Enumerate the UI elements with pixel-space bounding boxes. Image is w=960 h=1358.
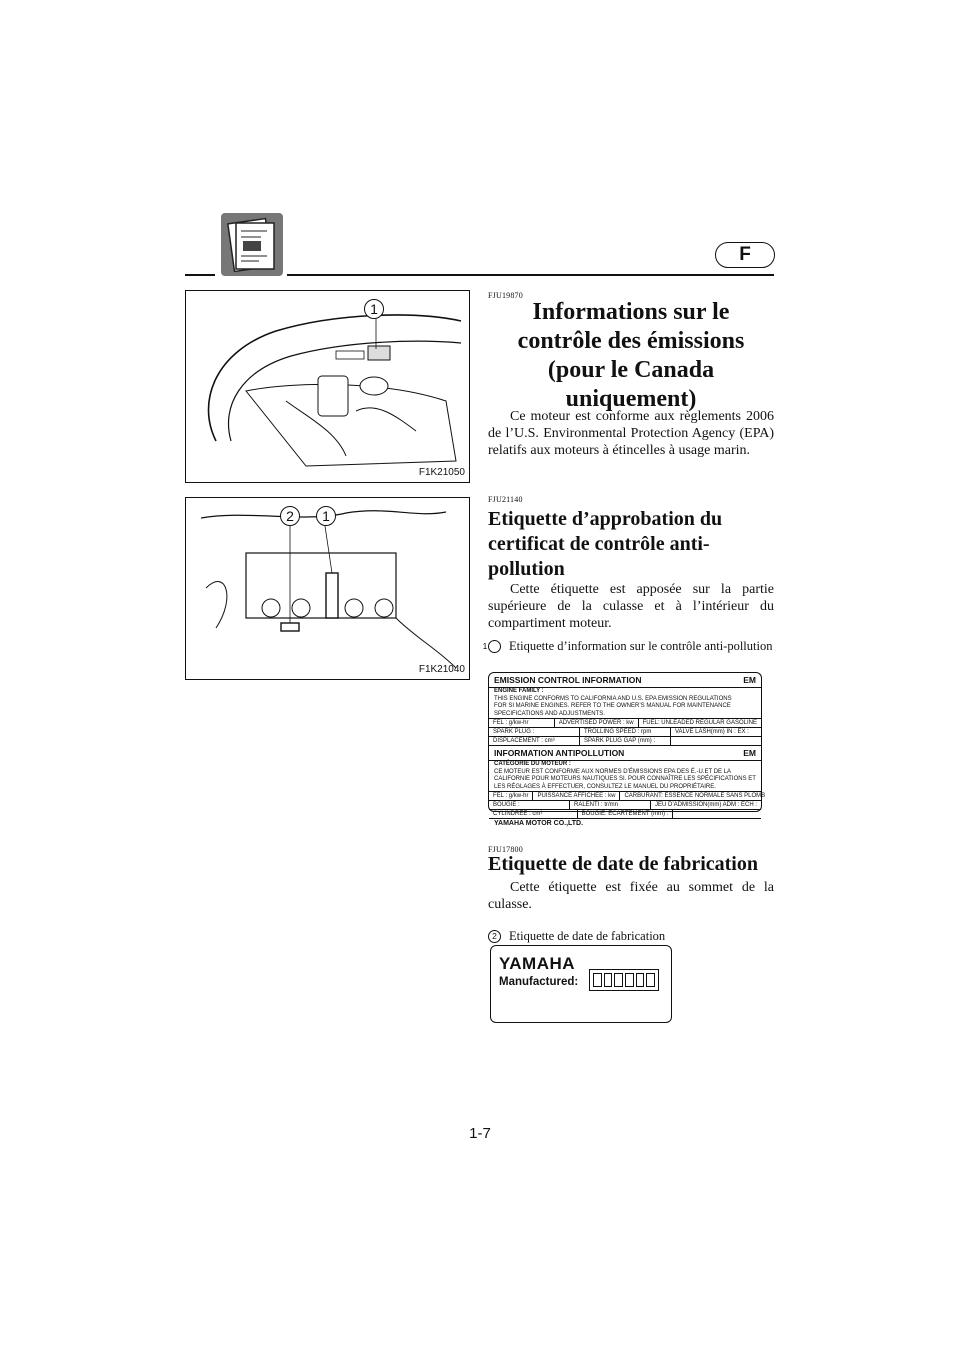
date-label — [490, 945, 672, 1023]
label-cell: CARBURANT: ESSENCE NORMALE SANS PLOMB — [619, 792, 769, 800]
date-code-boxes — [589, 969, 659, 991]
label-line: CE MOTEUR EST CONFORME AUX NORMES D’ÉMISSIONS EPA DES É.-U.ET DE LA — [494, 768, 732, 775]
note-text: Etiquette de date de fabrication — [509, 929, 666, 943]
date-box — [636, 973, 645, 987]
label-line: THIS ENGINE CONFORMS TO CALIFORNIA AND U.S. EPA EMISSION REGULATIONS — [494, 695, 732, 702]
date-box — [625, 973, 634, 987]
label-cell: RALENTI : tr/mn — [569, 801, 650, 809]
label-heading: EMISSION CONTROL INFORMATION — [494, 675, 642, 685]
label-cell — [670, 737, 761, 745]
label-cell: FEL : g/kw-hr — [493, 793, 529, 799]
figure-callout: 1 — [316, 506, 336, 526]
label-cell: SPARK PLUG GAP (mm) : — [579, 737, 670, 745]
emission-label — [488, 672, 766, 827]
date-box — [614, 973, 623, 987]
label-cell: FUEL: UNLEADED REGULAR GASOLINE — [638, 719, 761, 727]
figure-callout: 2 — [280, 506, 300, 526]
label-line: CALIFORNIE POUR MOTEURS NAUTIQUES SI. POUR CONNAÎTRE LES SPÉCIFICATIONS ET — [494, 776, 756, 782]
section-code: FJU17800 — [488, 845, 523, 854]
date-box — [604, 973, 613, 987]
label-line: FOR SI MARINE ENGINES. REFER TO THE OWNER’S MANUAL FOR MAINTENANCE — [494, 703, 731, 709]
label-cell: TROLLING SPEED : rpm — [579, 728, 670, 736]
language-badge: F — [715, 242, 775, 268]
section-body: Cette étiquette est apposée sur la partie supérieure de la culasse et à l’intérieur du compartiment moteur. — [488, 582, 774, 631]
figure-callout: 1 — [364, 299, 384, 319]
section-code: FJU21140 — [488, 495, 523, 504]
label-line: LES RÉGLAGES À EFFECTUER, CONSULTEZ LE MANUEL DU PROPRIÉTAIRE. — [494, 783, 716, 790]
section-title: Etiquette d’approbation du certificat de contrôle anti-pollution — [488, 508, 723, 580]
label-line: SPECIFICATIONS AND ADJUSTMENTS. — [494, 710, 605, 717]
label-line: ENGINE FAMILY : — [494, 688, 544, 694]
figure-note — [482, 638, 774, 654]
note-number: 1 — [488, 640, 501, 653]
header-rule-right — [287, 274, 774, 276]
figure-engine-top — [185, 290, 470, 483]
section-title: Informations sur le contrôle des émissions (pour le Canada uniquement) — [517, 299, 745, 412]
label-cell: VALVE LASH(mm) IN : EX : — [670, 728, 761, 736]
note-text: Etiquette d’information sur le contrôle anti-pollution — [509, 639, 773, 653]
label-em: EM — [743, 675, 756, 685]
label-cell: CYLINDRÉE : cm³ — [493, 811, 543, 817]
manual-book-icon — [221, 213, 283, 276]
section-code: FJU19870 — [488, 291, 523, 300]
header-rule-left — [185, 274, 215, 276]
page-number: 1-7 — [469, 1125, 491, 1142]
date-label-text: Manufactured: — [499, 976, 579, 988]
label-cell: PUISSANCE AFFICHÉE : kw — [532, 792, 619, 800]
label-heading: INFORMATION ANTIPOLLUTION — [494, 748, 625, 758]
label-cell: DISPLACEMENT : cm³ — [493, 738, 555, 744]
date-label-brand: YAMAHA — [499, 954, 576, 973]
section-body: Cette étiquette est fixée au sommet de la culasse. — [488, 880, 774, 912]
date-box — [593, 973, 602, 987]
figure-note — [488, 928, 774, 944]
label-cell: BOUGIE: ÉCARTEMENT (mm) : — [577, 810, 673, 818]
label-cell — [672, 810, 761, 818]
note-number: 2 — [488, 930, 501, 943]
section-title: Etiquette de date de fabrication — [488, 853, 758, 875]
label-line: CATÉGORIE DU MOTEUR : — [494, 761, 571, 767]
figure-code: F1K21050 — [418, 467, 465, 478]
label-cell: FEL : g/kw-hr — [493, 720, 529, 726]
label-em: EM — [743, 748, 756, 758]
date-box — [646, 973, 655, 987]
section-body: Ce moteur est conforme aux règlements 2006 de l’U.S. Environmental Protection Agency (EPA) relatifs aux moteurs à étincelles à usage marin. — [488, 409, 774, 458]
label-cell: ADVERTISED POWER : kw — [554, 719, 638, 727]
label-cell: JEU D’ADMISSION(mm) ADM : ÉCH : — [650, 801, 761, 809]
engine-top-illustration — [186, 291, 468, 481]
figure-code: F1K21040 — [418, 664, 465, 675]
label-cell: SPARK PLUG : — [493, 729, 535, 735]
label-maker: YAMAHA MOTOR CO.,LTD. — [494, 820, 584, 827]
label-cell: BOUGIE : — [493, 802, 520, 808]
figure-engine-compartment — [185, 497, 470, 680]
